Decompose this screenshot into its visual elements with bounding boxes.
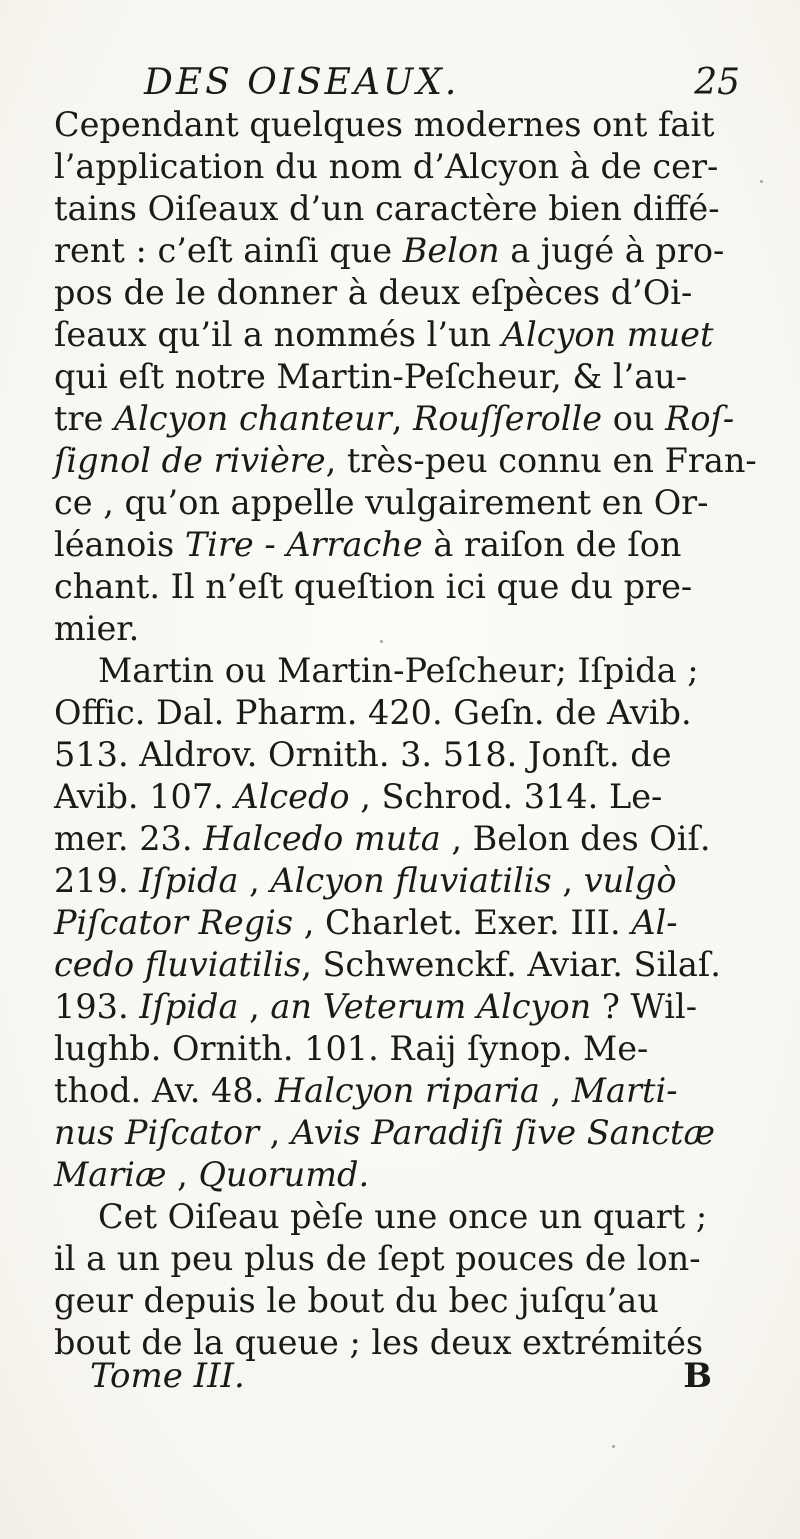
text-line (54, 1070, 800, 1112)
text-line (54, 398, 800, 440)
text-line (54, 650, 800, 692)
italic-text: Quorumd. (198, 1155, 370, 1194)
text-line (54, 986, 800, 1028)
text-span: , Schrod. 314. Le- (349, 777, 663, 816)
text-span: léanois (54, 525, 185, 564)
italic-text: Halcedo muta (203, 819, 441, 858)
text-span: ? Wil- (591, 987, 698, 1026)
text-line (54, 818, 800, 860)
paper-speck (380, 640, 383, 643)
text-span: 513. Aldrov. Ornith. 3. 518. Jonſt. de (54, 735, 672, 774)
text-span: l’application du nom d’Alcyon à de cer- (54, 147, 719, 186)
paper-speck (760, 180, 763, 183)
text-line (54, 188, 800, 230)
text-span: 193. (54, 987, 140, 1026)
italic-text: Iſpida (139, 987, 239, 1026)
italic-text: Piſcator Regis (54, 903, 294, 942)
text-line (54, 566, 800, 608)
signature-mark: B (683, 1356, 712, 1396)
text-line (54, 356, 800, 398)
text-line (54, 692, 800, 734)
text-span: ſeaux qu’il a nommés l’un (54, 315, 502, 354)
text-span: , très-peu connu en Fran- (325, 441, 757, 480)
text-span: qui eſt notre Martin-Peſcheur, & l’au- (54, 357, 688, 396)
text-line (54, 776, 800, 818)
text-span: 219. (54, 861, 140, 900)
text-line (54, 104, 800, 146)
text-span: Offic. Dal. Pharm. 420. Geſn. de Avib. (54, 693, 692, 732)
text-span: , (539, 1071, 572, 1110)
text-line (54, 1154, 800, 1196)
text-span: a jugé à pro- (499, 231, 725, 270)
text-span: il a un peu plus de ſept pouces de lon- (54, 1239, 701, 1278)
italic-text: Alcedo (234, 777, 350, 816)
text-line (54, 482, 800, 524)
text-line (54, 734, 800, 776)
text-line (54, 1112, 800, 1154)
text-span: Avib. 107. (54, 777, 235, 816)
text-line (54, 440, 800, 482)
text-span: chant. Il n’eſt queſtion ici que du pre- (54, 567, 693, 606)
running-title: DES OISEAUX. (144, 62, 460, 103)
text-span: rent : c’eſt ainſi que (54, 231, 403, 270)
text-line (54, 1028, 800, 1070)
italic-text: vulgò (583, 861, 677, 900)
italic-text: Alcyon chanteur (113, 399, 392, 438)
page-footer (90, 1356, 712, 1400)
text-span: bout de la queue ; les deux extrémités (54, 1323, 704, 1362)
text-line (54, 1238, 800, 1280)
text-span: , (391, 399, 414, 438)
italic-text: cedo fluviatilis (54, 945, 302, 984)
page-number: 25 (694, 62, 740, 103)
italic-text: an Veterum Alcyon (270, 987, 592, 1026)
italic-text: Tire - Arrache (184, 525, 423, 564)
text-span: ou (602, 399, 666, 438)
text-line (54, 1196, 800, 1238)
text-line (54, 944, 800, 986)
text-span: à raiſon de ſon (422, 525, 682, 564)
text-span: , (238, 861, 271, 900)
text-line (54, 524, 800, 566)
text-span: Cet Oiſeau pèſe une once un quart ; (98, 1197, 708, 1236)
text-line (54, 272, 800, 314)
text-line (54, 902, 800, 944)
text-span: pos de le donner à deux eſpèces d’Oi- (54, 273, 693, 312)
italic-text: Avis Paradiſi ſive Sanctæ (290, 1113, 715, 1152)
body-text (54, 104, 800, 1364)
text-line (54, 314, 800, 356)
italic-text: ſignol de rivière (54, 441, 326, 480)
italic-text: Roſ- (665, 399, 735, 438)
text-span: geur depuis le bout du bec juſqu’au (54, 1281, 659, 1320)
text-span: , Charlet. Exer. III. (293, 903, 632, 942)
italic-text: Rouſſerolle (413, 399, 603, 438)
text-span: mier. (54, 609, 140, 648)
text-line (54, 860, 800, 902)
text-span: tre (54, 399, 114, 438)
italic-text: Al- (631, 903, 678, 942)
italic-text: nus Piſcator (54, 1113, 260, 1152)
text-span: thod. Av. 48. (54, 1071, 275, 1110)
italic-text: Iſpida (139, 861, 239, 900)
text-span: , (259, 1113, 291, 1152)
text-span: tains Oiſeaux d’un caractère bien diffé- (54, 189, 720, 228)
text-line (54, 146, 800, 188)
text-span: , (551, 861, 584, 900)
text-span: , Schwenckf. Aviar. Silaſ. (301, 945, 721, 984)
paper-speck (612, 1445, 615, 1448)
text-span: mer. 23. (54, 819, 204, 858)
text-span: , (238, 987, 271, 1026)
text-span: ce , qu’on appelle vulgairement en Or- (54, 483, 709, 522)
text-span: , (166, 1155, 199, 1194)
text-span: , Belon des Oiſ. (440, 819, 711, 858)
italic-text: Mariæ (54, 1155, 167, 1194)
text-span: Cependant quelques modernes ont fait (54, 105, 715, 144)
text-line (54, 608, 800, 650)
italic-text: Alcyon muet (501, 315, 714, 354)
italic-text: Alcyon fluviatilis (270, 861, 552, 900)
volume-label: Tome III. (90, 1356, 245, 1396)
text-line (54, 1280, 800, 1322)
italic-text: Marti- (571, 1071, 678, 1110)
text-line (54, 230, 800, 272)
page-header (100, 62, 740, 110)
italic-text: Belon (402, 231, 500, 270)
text-span: lughb. Ornith. 101. Raij ſynop. Me- (54, 1029, 649, 1068)
text-span: Martin ou Martin-Peſcheur; Iſpida ; (98, 651, 699, 690)
italic-text: Halcyon riparia (274, 1071, 540, 1110)
